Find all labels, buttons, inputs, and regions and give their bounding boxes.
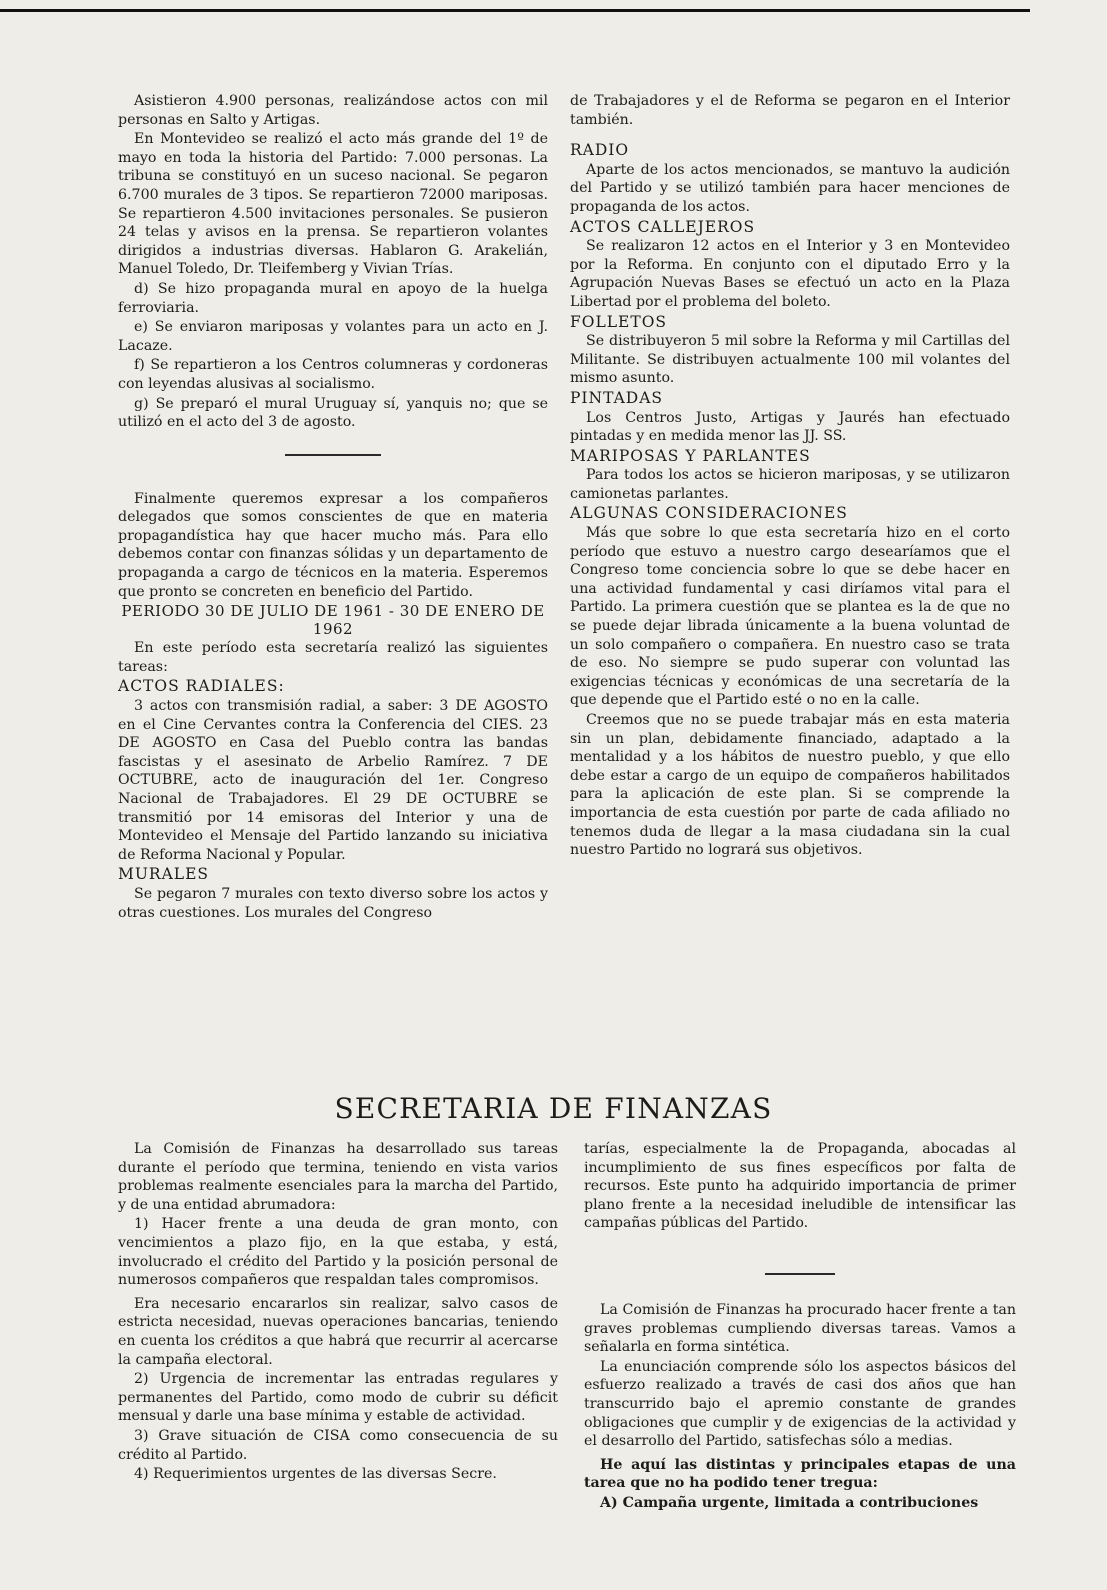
left-column: [118, 92, 548, 922]
paragraph: Era necesario encararlos sin realizar, salvo casos de estricta necesidad, nuevas operaciones bancarias, teniendo en cuenta los créditos a que habrá que recurrir al acercarse la campaña electoral.: [118, 1295, 558, 1368]
list-item-g: g) Se preparó el mural Uruguay sí, yanquis no; que se utilizó en el acto del 3 de agosto.: [118, 395, 548, 431]
section-title: SECRETARIA DE FINANZAS: [334, 1092, 773, 1125]
paragraph: En Montevideo se realizó el acto más grande del 1º de mayo en toda la historia del Partido: 7.000 personas. La tribuna se constituyó en un suceso nacional. Se pegaron 6.700 murales de 3 tipos. Se repartieron 72000 mariposas. Se repartieron 4.500 invitaciones personales. Se pusieron 24 telas y avisos en la prensa. Se repartieron volantes dirigidos a industrias diversas. Hablaron G. Arakelián, Manuel Toledo, Dr. Tleifemberg y Vivian Trías.: [118, 131, 548, 278]
section-divider: [765, 1273, 835, 1275]
paragraph: Creemos que no se puede trabajar más en esta materia sin un plan, debidamente financiado, adaptado a la mentalidad y a los hábitos de nuestro pueblo, y que ello debe estar a cargo de un equipo de compañeros habilitados para la aplicación de este plan. Si se comprende la importancia de esta cuestión por parte de cada afiliado no tenemos duda de llegar a la masa ciudadana sin la cual nuestro Partido no logrará sus objetivos.: [570, 712, 1010, 859]
heading-mariposas-parlantes: MARIPOSAS Y PARLANTES: [570, 446, 811, 465]
heading-radio: RADIO: [570, 141, 630, 160]
paragraph: Los Centros Justo, Artigas y Jaurés han efectuado pintadas y en medida menor las JJ. SS.: [570, 409, 1010, 445]
paragraph: En este período esta secretaría realizó las siguientes tareas:: [118, 640, 548, 675]
paragraph: Asistieron 4.900 personas, realizándose actos con mil personas en Salto y Artigas.: [118, 93, 548, 128]
paragraph: La Comisión de Finanzas ha desarrollado sus tareas durante el período que termina, teniendo en vista varios problemas realmente esenciales para la marcha del Partido, y de una entidad abrumadora:: [118, 1141, 558, 1213]
paragraph: 3 actos con transmisión radial, a saber: 3 DE AGOSTO en el Cine Cervantes contra la Conferencia del CIES. 23 DE AGOSTO en Casa del Pueblo contra las bandas fascistas y el asesinato de Arbelio Ramírez. 7 DE OCTUBRE, acto de inauguración del 1er. Congreso Nacional de Trabajadores. El 29 DE OCTUBRE se transmitió por 14 emisoras del Interior y una de Montevideo el Mensaje del Partido lanzando su iniciativa de Reforma Nacional y Popular.: [118, 698, 548, 863]
paragraph: de Trabajadores y el de Reforma se pegaron en el Interior también.: [570, 93, 1010, 128]
period-heading: PERIODO 30 DE JULIO DE 1961 - 30 DE ENERO DE 1962: [121, 602, 545, 639]
list-item-1: 1) Hacer frente a una deuda de gran monto, con vencimientos a plazo fijo, en la que estaba, y está, involucrado el crédito del Partido y la posición personal de numerosos compañeros que respaldan tales compromisos.: [118, 1216, 558, 1289]
finanzas-left-column: [118, 1140, 558, 1484]
paragraph: La enunciación comprende sólo los aspectos básicos del esfuerzo realizado a través de casi dos años que han transcurrido bajo el apremio constante de grandes obligaciones que cumplir y de exigencias de la actividad y el desarrollo del Partido, satisfechas sólo a medias.: [584, 1358, 1016, 1450]
heading-murales: MURALES: [118, 865, 210, 884]
heading-actos-radiales: ACTOS RADIALES:: [118, 677, 285, 696]
list-item-4: 4) Requerimientos urgentes de las diversas Secre.: [134, 1466, 497, 1483]
paragraph: Se distribuyeron 5 mil sobre la Reforma y mil Cartillas del Militante. Se distribuyen actualmente 100 mil volantes del mismo asunto.: [570, 333, 1010, 387]
paragraph: Se realizaron 12 actos en el Interior y 3 en Montevideo por la Reforma. En conjunto con el diputado Erro y la Agrupación Nuevas Bases se efectuó un acto en la Plaza Libertad por el problema del boleto.: [570, 238, 1010, 310]
closing-paragraph: Finalmente queremos expresar a los compañeros delegados que somos conscientes de que en materia propagandística hay que hacer mucho más. Para ello debemos contar con finanzas sólidas y un departamento de propaganda a cargo de técnicos en la materia. Esperemos que pronto se concreten en beneficio del Partido.: [118, 490, 548, 600]
paragraph: Aparte de los actos mencionados, se mantuvo la audición del Partido y se utilizó también para hacer menciones de propaganda de los actos.: [570, 161, 1010, 215]
list-item-e: e) Se enviaron mariposas y volantes para un acto en J. Lacaze.: [118, 319, 548, 354]
paragraph: Más que sobre lo que esta secretaría hizo en el corto período que estuvo a nuestro cargo desearíamos que el Congreso tome conciencia sobre lo que se debe hacer en una actividad fundamental y casi diríamos vital para el Partido. La primera cuestión que se plantea es la de que no se puede dejar librada únicamente a la buena voluntad de un solo compañero o compañera. En nuestro caso se trata de eso. No siempre se pudo superar con voluntad las exigencias técnicas y económicas de una secretaría de la que depende que el Partido esté o no en la calle.: [570, 525, 1010, 709]
paragraph: He aquí las distintas y principales etapas de una tarea que no ha podido tener tregua:: [584, 1456, 1016, 1492]
top-rule: [0, 9, 1030, 12]
paragraph: La Comisión de Finanzas ha procurado hacer frente a tan graves problemas cumpliendo diversas tareas. Vamos a señalarla en forma sintética.: [584, 1301, 1016, 1356]
section-divider: [285, 454, 381, 456]
finanzas-right-column: [584, 1140, 1016, 1513]
list-item-2: 2) Urgencia de incrementar las entradas regulares y permanentes del Partido, como modo de cubrir su déficit mensual y darle una base mínima y estable de actividad.: [118, 1371, 558, 1425]
list-item-f: f) Se repartieron a los Centros columneras y cordoneras con leyendas alusivas al socialismo.: [118, 357, 548, 392]
heading-folletos: FOLLETOS: [570, 312, 668, 331]
list-item-3: 3) Grave situación de CISA como consecuencia de su crédito al Partido.: [118, 1427, 558, 1463]
paragraph: Se pegaron 7 murales con texto diverso sobre los actos y otras cuestiones. Los murales del Congreso: [118, 885, 548, 921]
heading-pintadas: PINTADAS: [570, 388, 664, 407]
list-item-a: A) Campaña urgente, limitada a contribuciones: [600, 1494, 979, 1511]
list-item-d: d) Se hizo propaganda mural en apoyo de la huelga ferroviaria.: [118, 280, 548, 316]
paragraph: Para todos los actos se hicieron mariposas, y se utilizaron camionetas parlantes.: [570, 467, 1010, 502]
right-column: [570, 92, 1010, 860]
paragraph: tarías, especialmente la de Propaganda, abocadas al incumplimiento de sus fines específicos por falta de recursos. Este punto ha adquirido importancia de primer plano frente a la necesidad ineludible de intensificar las campañas públicas del Partido.: [584, 1141, 1016, 1232]
heading-actos-callejeros: ACTOS CALLEJEROS: [570, 217, 756, 236]
heading-algunas-consideraciones: ALGUNAS CONSIDERACIONES: [570, 504, 848, 523]
